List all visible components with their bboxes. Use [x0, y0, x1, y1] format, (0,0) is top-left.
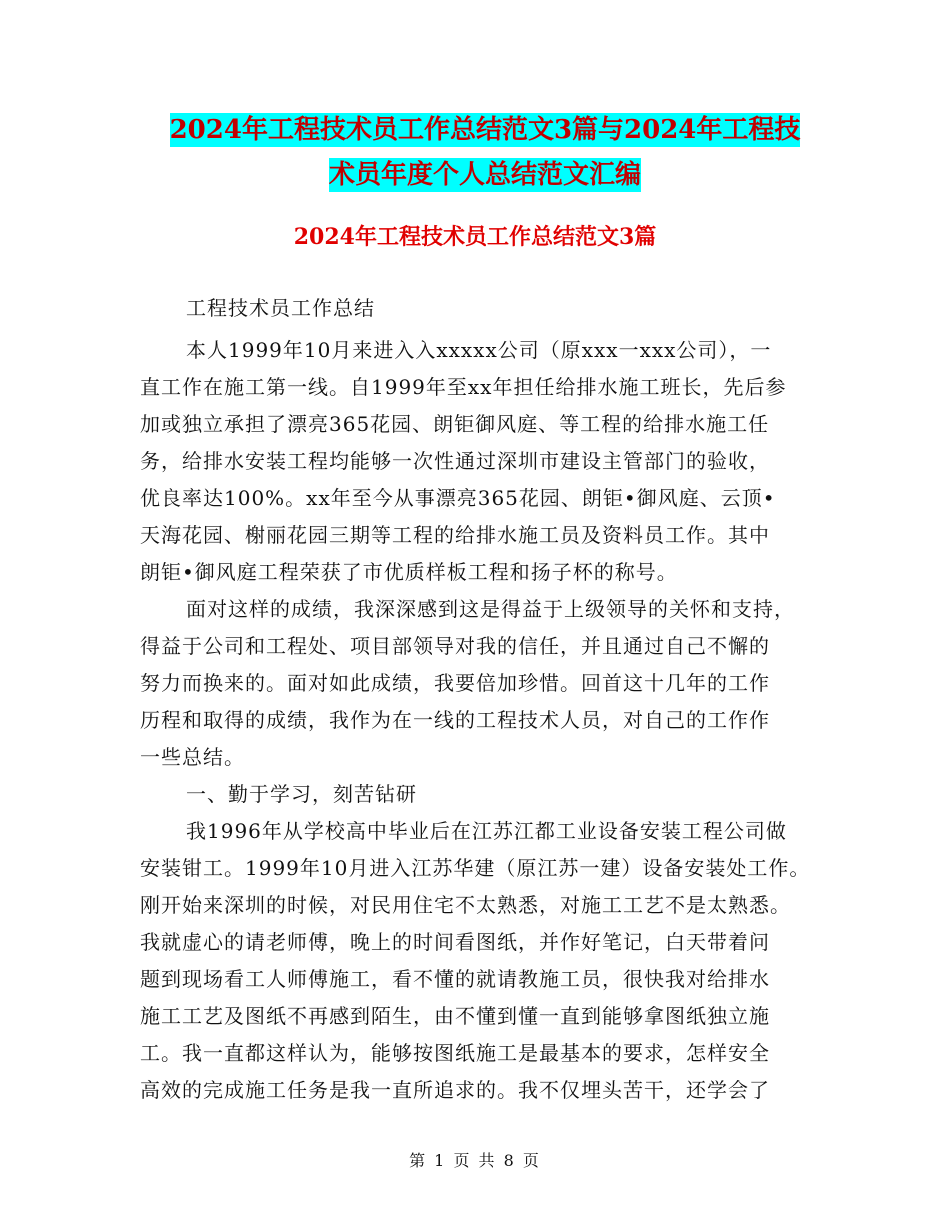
paragraph-line: 优良率达100%。xx年至今从事漂亮365花园、朗钜•御风庭、云顶•: [140, 486, 776, 510]
paragraph-line: 历程和取得的成绩，我作为在一线的工程技术人员，对自己的工作作: [140, 708, 770, 732]
paragraph-line: 本人1999年10月来进入入xxxxx公司（原xxx一xxx公司），一: [186, 338, 772, 362]
paragraph-line: 施工工艺及图纸不再感到陌生，由不懂到懂一直到能够拿图纸独立施: [140, 1004, 770, 1028]
paragraph-line: 一些总结。: [140, 745, 245, 769]
paragraph-line: 刚开始来深圳的时候，对民用住宅不太熟悉，对施工工艺不是太熟悉。: [140, 893, 791, 917]
paragraph-line: 加或独立承担了漂亮365花园、朗钜御风庭、等工程的给排水施工任: [140, 412, 770, 436]
paragraph-line: 安装钳工。1999年10月进入江苏华建（原江苏一建）设备安装处工作。: [140, 856, 811, 880]
paragraph-line: 我就虚心的请老师傅，晚上的时间看图纸，并作好笔记，白天带着问: [140, 930, 770, 954]
paragraph-line: 朗钜•御风庭工程荣获了市优质样板工程和扬子杯的称号。: [140, 560, 678, 584]
paragraph-line: 高效的完成施工任务是我一直所追求的。我不仅埋头苦干，还学会了: [140, 1078, 770, 1102]
paragraph-line: 努力而换来的。面对如此成绩，我要倍加珍惜。回首这十几年的工作: [140, 671, 770, 695]
title-line-2: 术员年度个人总结范文汇编: [328, 160, 641, 190]
paragraph-line: 面对这样的成绩，我深深感到这是得益于上级领导的关怀和支持，: [186, 597, 795, 621]
paragraph-line: 直工作在施工第一线。自1999年至xx年担任给排水施工班长，先后参: [140, 375, 787, 399]
paragraph-line: 务，给排水安装工程均能够一次性通过深圳市建设主管部门的验收，: [140, 449, 770, 473]
page-number-footer: 第 1 页 共 8 页: [409, 1151, 541, 1170]
paragraph-line: 得益于公司和工程处、项目部领导对我的信任，并且通过自己不懈的: [140, 634, 770, 658]
paragraph-line: 天海花园、榭丽花园三期等工程的给排水施工员及资料员工作。其中: [140, 523, 770, 547]
paragraph-line: 我1996年从学校高中毕业后在江苏江都工业设备安装工程公司做: [186, 819, 787, 843]
section-title: 2024年工程技术员工作总结范文3篇: [293, 224, 657, 250]
paragraph-line: 工。我一直都这样认为，能够按图纸施工是最基本的要求，怎样安全: [140, 1041, 770, 1065]
paragraph-line: 题到现场看工人师傅施工，看不懂的就请教施工员，很快我对给排水: [140, 967, 770, 991]
title-line-1: 2024年工程技术员工作总结范文3篇与2024年工程技: [169, 115, 801, 145]
section-heading: 一、勤于学习，刻苦钻研: [186, 782, 417, 806]
paragraph-line: 工程技术员工作总结: [186, 296, 375, 320]
document-title: [140, 108, 830, 198]
